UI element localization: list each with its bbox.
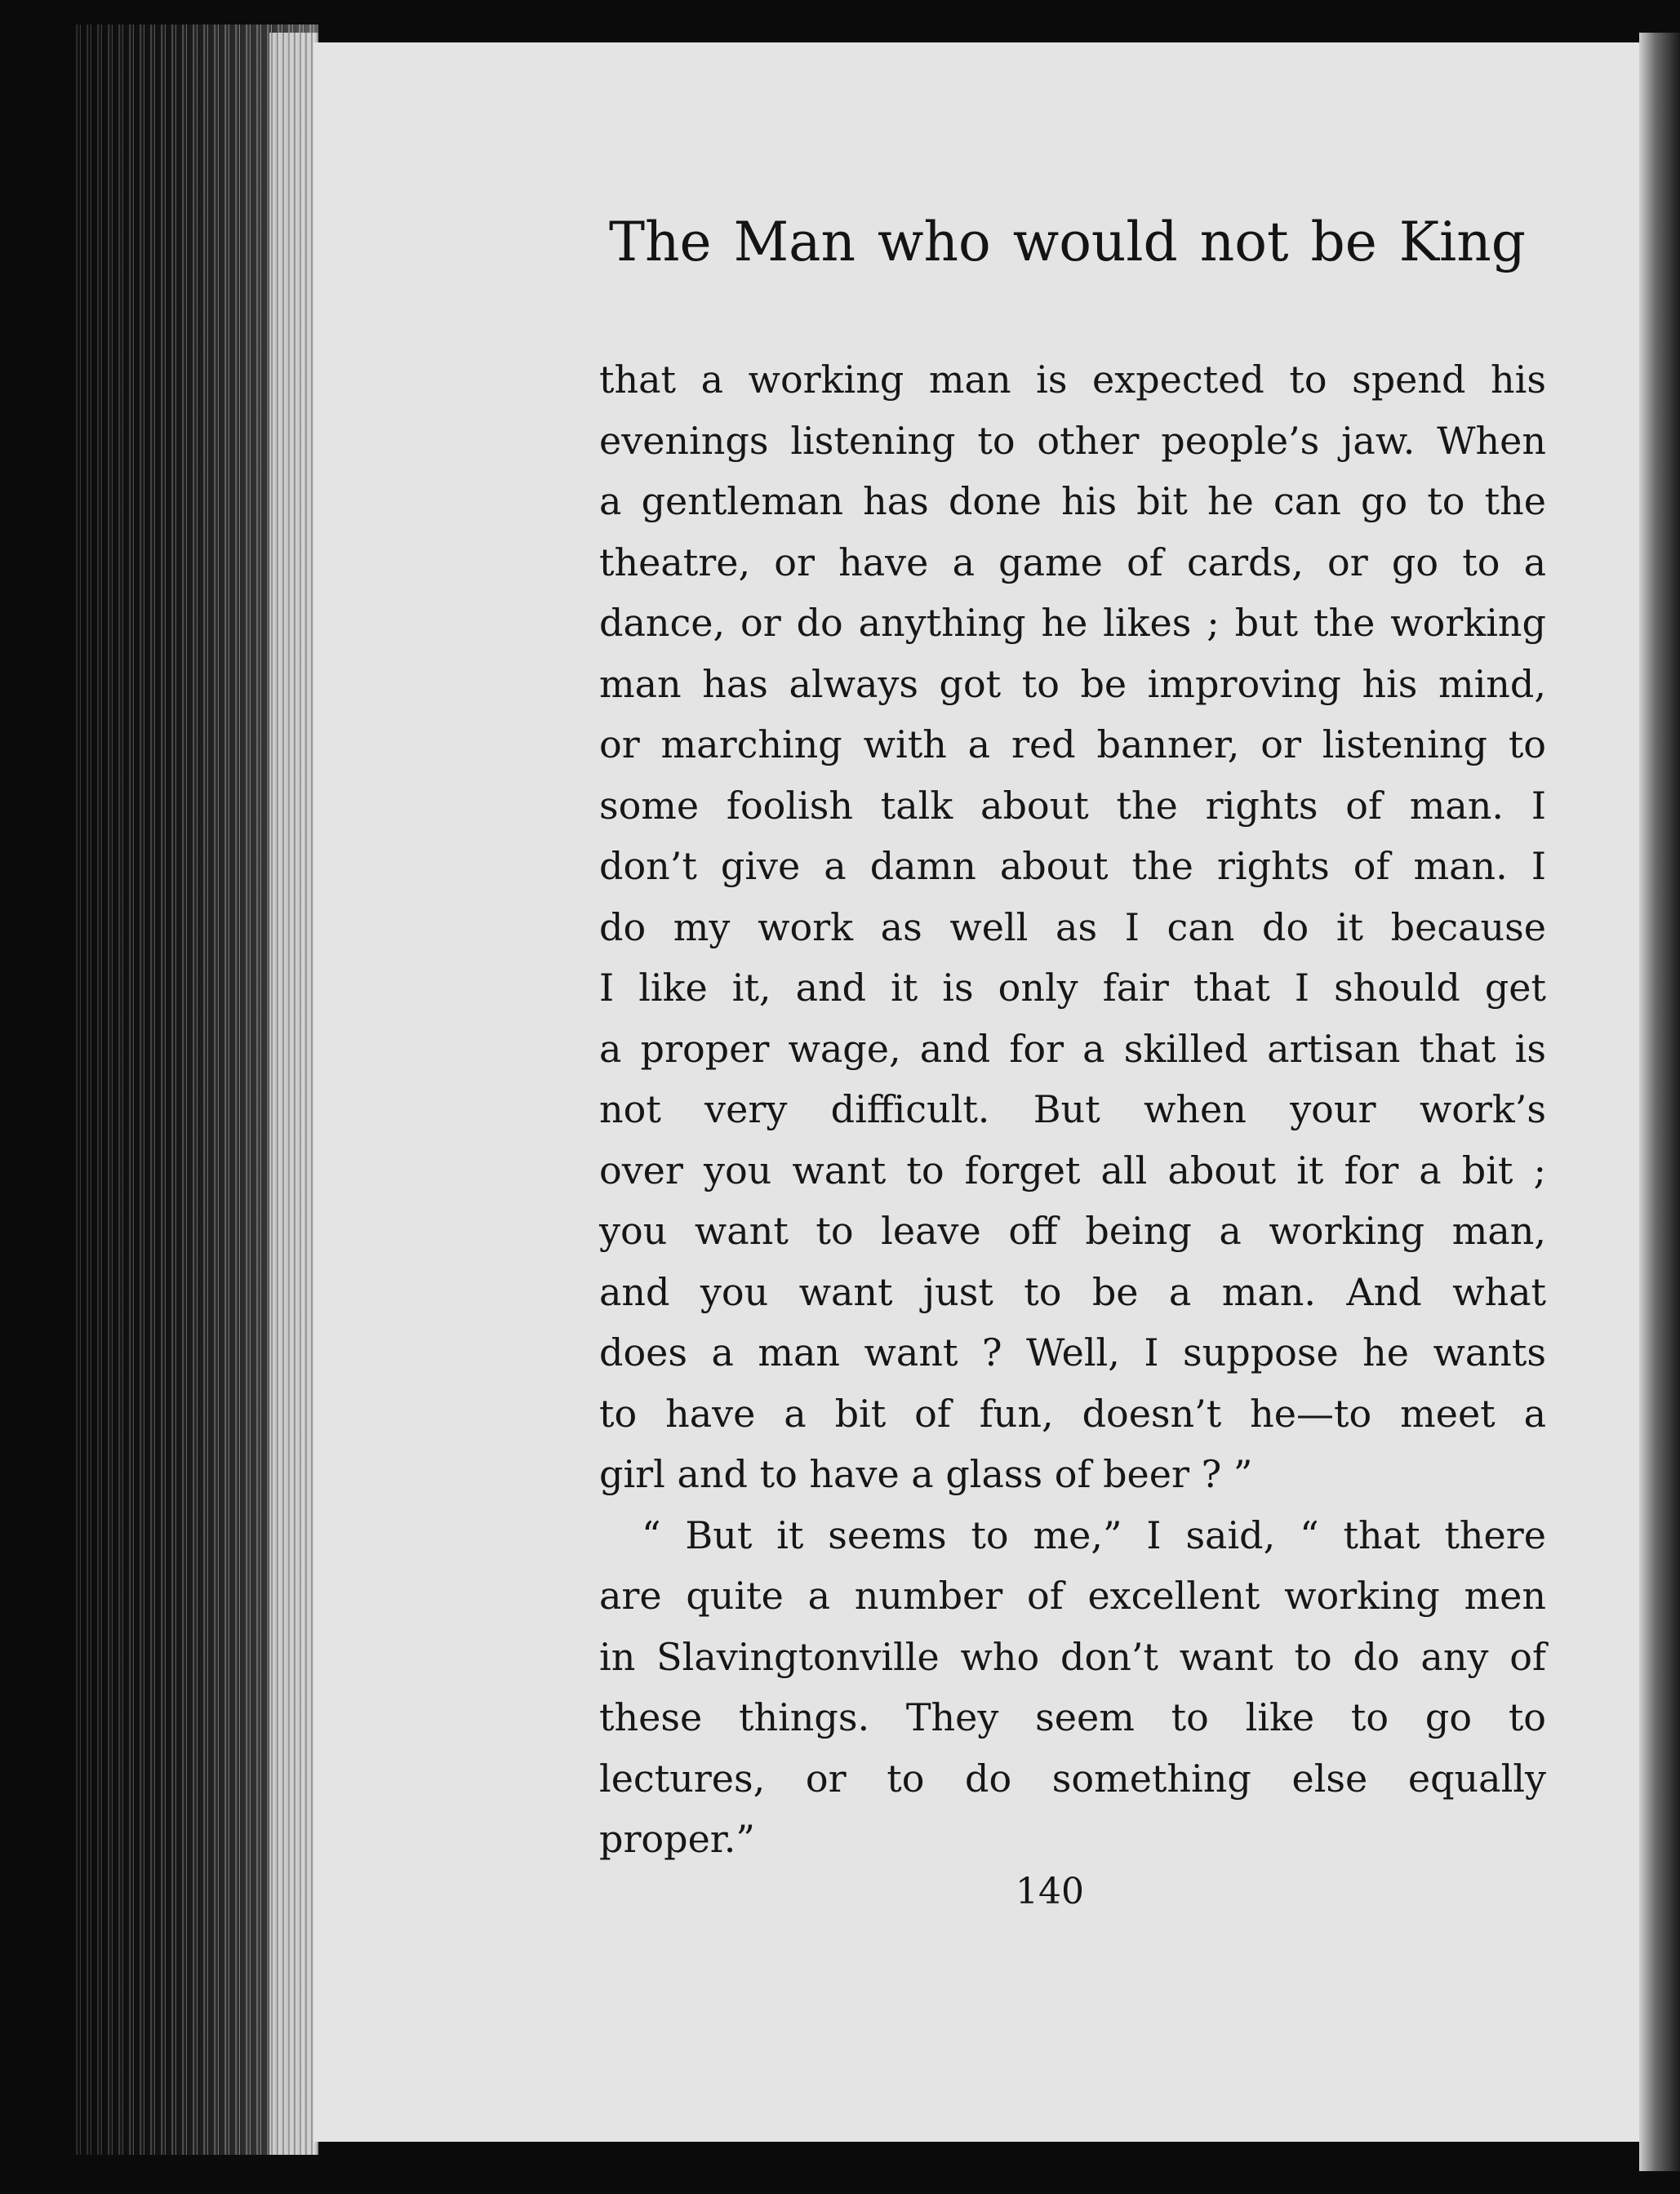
text-line: some foolish talk about the rights of man. I — [599, 783, 1546, 828]
text-line: are quite a number of excellent working men — [599, 1574, 1546, 1618]
text-line: lectures, or to do something else equally — [599, 1756, 1546, 1801]
book-page — [313, 42, 1639, 2142]
page-number: 140 — [1016, 1871, 1084, 1912]
text-line: “ But it seems to me,” I said, “ that there — [642, 1512, 1546, 1557]
text-line: to have a bit of fun, doesn’t he—to meet a — [599, 1391, 1546, 1436]
body-text — [599, 349, 1546, 1870]
text-line: I like it, and it is only fair that I should get — [599, 966, 1546, 1010]
text-line: dance, or do anything he likes ; but the working — [599, 601, 1546, 645]
text-line: and you want just to be a man. And what — [599, 1269, 1546, 1314]
running-head: The Man who would not be King — [609, 211, 1526, 273]
text-line: man has always got to be improving his mind, — [599, 661, 1546, 706]
text-line: these things. They seem to like to go to — [599, 1695, 1546, 1739]
text-line: you want to leave off being a working man, — [599, 1209, 1546, 1253]
text-line: a proper wage, and for a skilled artisan that is — [599, 1026, 1546, 1071]
text-line: or marching with a red banner, or listening to — [599, 722, 1546, 766]
text-line: a gentleman has done his bit he can go to the — [599, 479, 1546, 523]
text-line: don’t give a damn about the rights of man. I — [599, 844, 1546, 888]
text-line: evenings listening to other people’s jaw. When — [599, 418, 1546, 463]
text-line: that a working man is expected to spend his — [599, 358, 1546, 402]
text-line: not very difficult. But when your work’s — [599, 1087, 1546, 1131]
text-line: proper.” — [599, 1817, 755, 1861]
text-line: girl and to have a glass of beer ? ” — [599, 1452, 1253, 1496]
text-line: over you want to forget all about it for a bit ; — [599, 1148, 1546, 1192]
text-line: do my work as well as I can do it because — [599, 904, 1546, 949]
text-line: theatre, or have a game of cards, or go to a — [599, 540, 1546, 584]
gutter-shadow — [269, 33, 318, 2155]
right-edge-shadow — [1639, 33, 1680, 2171]
text-line: does a man want ? Well, I suppose he wants — [599, 1330, 1546, 1375]
text-line: in Slavingtonville who don’t want to do any of — [599, 1634, 1546, 1679]
